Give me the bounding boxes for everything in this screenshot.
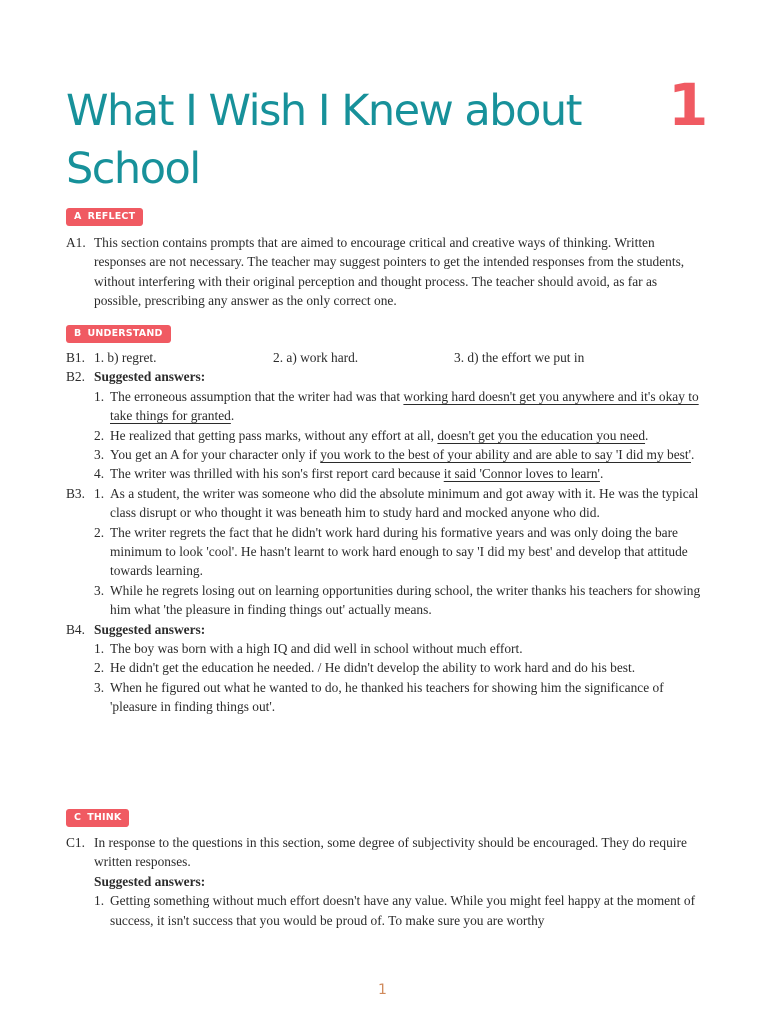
item-number: 1. bbox=[94, 893, 105, 909]
page-number: 1 bbox=[378, 982, 387, 998]
answer-3: 3. d) the effort we put in bbox=[454, 350, 585, 365]
item-number: 3. bbox=[94, 679, 105, 695]
question-label: B3. bbox=[66, 485, 85, 501]
question-text: In response to the questions in this section, some degree of subjectivity should be encouraged. They do require written responses. bbox=[94, 835, 687, 870]
answer-item bbox=[66, 658, 706, 677]
answer-text: The erroneous assumption that the writer had was that bbox=[110, 388, 404, 404]
section-label: THINK bbox=[87, 812, 122, 823]
answer-text: He didn't get the education he needed. / He didn't develop the ability to work hard and do his best. bbox=[110, 660, 636, 676]
answer-item bbox=[66, 445, 706, 464]
answer-text: As a student, the writer was someone who did the absolute minimum and got away with it. He was the typical class disrupt or who thought it was beneath him to study hard and mocked anyone who did. bbox=[110, 485, 699, 521]
section-badge-understand bbox=[66, 325, 171, 343]
section-c-content bbox=[66, 833, 706, 930]
punctuation: . bbox=[691, 447, 695, 463]
question-label: B1. bbox=[66, 350, 85, 365]
answer-2: 2. a) work hard. bbox=[273, 350, 359, 365]
section-label: REFLECT bbox=[87, 211, 136, 222]
answer-text: He realized that getting pass marks, without any effort at all, bbox=[110, 427, 438, 443]
underlined-answer: doesn't get you the education you need bbox=[437, 427, 646, 443]
section-badge-reflect bbox=[66, 208, 143, 226]
suggested-answers-heading: Suggested answers: bbox=[94, 369, 206, 385]
item-number: 1. bbox=[94, 641, 105, 657]
question-b4 bbox=[66, 620, 706, 639]
question-b2 bbox=[66, 367, 706, 386]
answer-text: You get an A for your character only if bbox=[110, 447, 321, 463]
answer-text: Getting something without much effort doesn't have any value. While you might feel happy at the moment of success, it isn't success that you would be proud of. To make sure you are worthy bbox=[110, 893, 696, 928]
punctuation: . bbox=[599, 466, 604, 482]
question-label: B2. bbox=[66, 369, 85, 385]
suggested-answers-heading: Suggested answers: bbox=[94, 621, 206, 637]
item-number: 1. bbox=[94, 388, 105, 404]
item-number: 2. bbox=[94, 524, 105, 540]
punctuation: . bbox=[645, 427, 649, 443]
underlined-answer: you work to the best of your ability and are able to say 'I did my best' bbox=[320, 447, 691, 463]
answer-item bbox=[66, 464, 706, 483]
answer-item bbox=[66, 581, 706, 620]
question-text: This section contains prompts that are aimed to encourage critical and creative ways of thinking. Written responses are not necessary. The teacher may suggest pointers to get the intended responses from the students, without interfering with their original perception and thought process. The teacher should avoid, as far as possible, prescribing any answer as the only correct one. bbox=[94, 235, 685, 309]
item-number: 1. bbox=[94, 485, 105, 501]
answer-text: When he figured out what he wanted to do, he thanked his teachers for showing him the significance of 'pleasure in finding things out'. bbox=[110, 679, 664, 715]
answer-text: The writer regrets the fact that he didn't work hard during his formative years and was only doing the bare minimum to look 'cool'. He hasn't learnt to work hard enough to say 'I did my best' and develop that attitude towards learning. bbox=[110, 524, 688, 579]
section-letter: A bbox=[74, 211, 82, 222]
answer-text: The writer was thrilled with his son's first report card because bbox=[110, 466, 444, 482]
section-b-content bbox=[66, 348, 706, 717]
question-b3 bbox=[66, 484, 706, 523]
answer-item bbox=[66, 426, 706, 445]
answer-text: While he regrets losing out on learning opportunities during school, the writer thanks his teachers for showing him what 'the pleasure in finding things out' actually means. bbox=[110, 582, 701, 618]
question-label: B4. bbox=[66, 621, 85, 637]
item-number: 4. bbox=[94, 466, 105, 482]
answer-item bbox=[66, 523, 706, 581]
question-c1 bbox=[66, 833, 706, 872]
answer-item bbox=[66, 387, 706, 426]
item-number: 3. bbox=[94, 447, 105, 463]
suggested-answers-row bbox=[66, 872, 706, 891]
suggested-answers-heading: Suggested answers: bbox=[94, 873, 206, 889]
answer-item bbox=[66, 891, 706, 930]
question-a1 bbox=[66, 233, 706, 311]
answer-item bbox=[66, 678, 706, 717]
punctuation: . bbox=[230, 408, 235, 424]
question-label: A1. bbox=[66, 235, 86, 250]
answer-1: 1. b) regret. bbox=[94, 350, 157, 365]
chapter-title: What I Wish I Knew about School bbox=[66, 86, 582, 194]
chapter-number: 1 bbox=[668, 71, 709, 139]
item-number: 3. bbox=[94, 582, 105, 598]
section-badge-think bbox=[66, 809, 129, 827]
section-letter: B bbox=[74, 328, 82, 339]
item-number: 2. bbox=[94, 427, 105, 443]
section-label: UNDERSTAND bbox=[87, 328, 163, 339]
section-a-content bbox=[66, 233, 706, 311]
question-b1 bbox=[66, 348, 706, 367]
underlined-answer: it said 'Connor loves to learn' bbox=[443, 466, 600, 482]
section-letter: C bbox=[74, 812, 82, 823]
item-number: 2. bbox=[94, 660, 105, 676]
question-label: C1. bbox=[66, 835, 85, 850]
underlined-answer: working hard doesn't get you anywhere and it's okay to take things for granted bbox=[110, 388, 699, 424]
answer-item bbox=[66, 639, 706, 658]
answer-text: The boy was born with a high IQ and did well in school without much effort. bbox=[110, 641, 523, 657]
